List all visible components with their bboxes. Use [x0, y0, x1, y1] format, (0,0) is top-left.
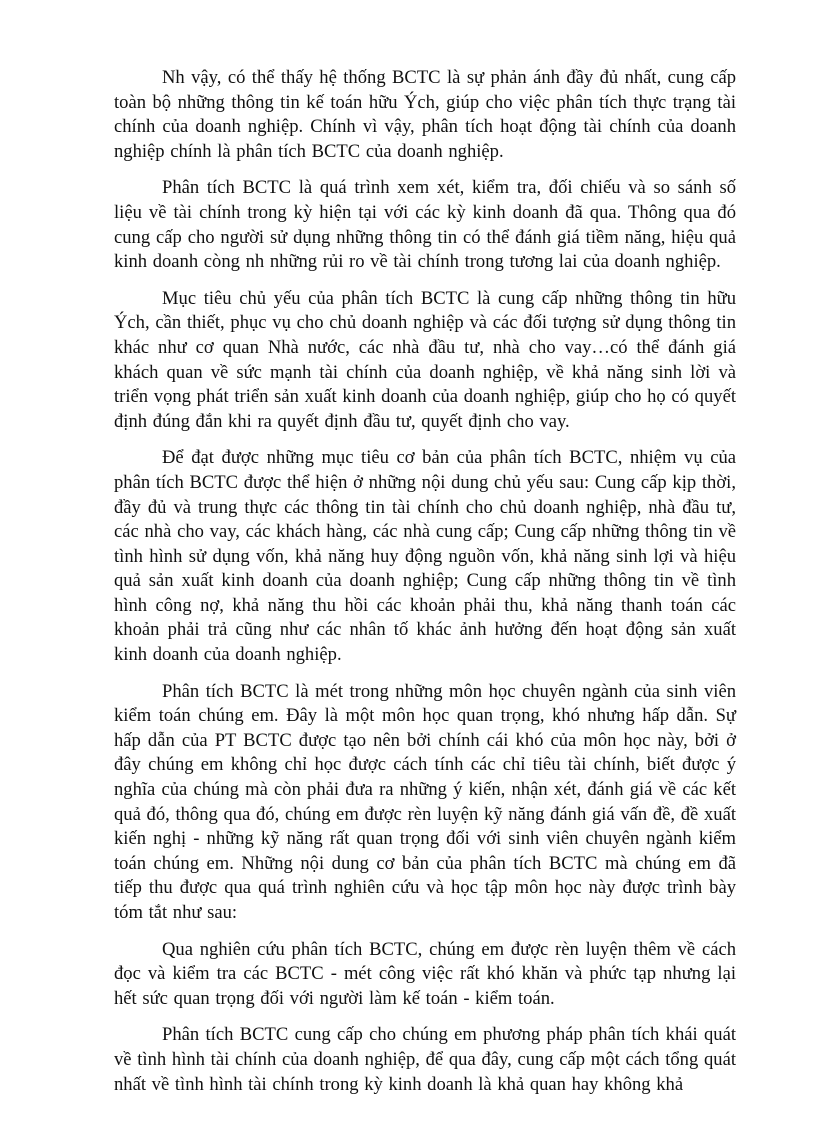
document-body — [114, 66, 736, 1109]
paragraph-bctc-method: Phân tích BCTC cung cấp cho chúng em phương pháp phân tích khái quát về tình hình tài chính của doanh nghiệp, để qua đây, cung cấp một cách tổng quát nhất về tình hình tài chính trong kỳ kinh doanh là khả quan hay không khả — [114, 1024, 736, 1095]
paragraph-bctc-objective: Mục tiêu chủ yếu của phân tích BCTC là cung cấp những thông tin hữu Ých, cần thiết, phục vụ cho chủ doanh nghiệp và các đối tượng sử dụng thông tin khác như cơ quan Nhà nước, các nhà đầu tư, nhà cho vay…có thể đánh giá khách quan về sức mạnh tài chính của doanh nghiệp, về khả năng sinh lời và triển vọng phát triển sản xuất kinh doanh của doanh nghiệp, giúp cho họ có quyết định đúng đắn khi ra quyết định đầu tư, quyết định cho vay. — [114, 287, 736, 432]
paragraph-bctc-course: Phân tích BCTC là mét trong những môn học chuyên ngành của sinh viên kiểm toán chúng em. Đây là một môn học quan trọng, khó nhưng hấp dẫn. Sự hấp dẫn của PT BCTC được tạo nên bởi chính cái khó của môn học này, bởi ở đây chúng em không chỉ học được cách tính các chỉ tiêu tài chính, biết được ý nghĩa của chúng mà còn phải đưa ra những ý kiến, nhận xét, đánh giá về các kết quả đó, thông qua đó, chúng em được rèn luyện kỹ năng đánh giá vấn đề, đề xuất kiến nghị - những kỹ năng rất quan trọng đối với sinh viên chuyên ngành kiểm toán chúng em. Những nội dung cơ bản của phân tích BCTC mà chúng em đã tiếp thu được qua quá trình nghiên cứu và học tập môn học này được trình bày tóm tắt như sau: — [114, 680, 736, 923]
paragraph-bctc-definition: Phân tích BCTC là quá trình xem xét, kiểm tra, đối chiếu và so sánh số liệu về tài chính trong kỳ hiện tại với các kỳ kinh doanh đã qua. Thông qua đó cung cấp cho người sử dụng những thông tin có thể đánh giá tiềm năng, hiệu quả kinh doanh còng nh những rủi ro về tài chính trong tương lai của doanh nghiệp. — [114, 177, 736, 273]
paragraph-bctc-tasks: Để đạt được những mục tiêu cơ bản của phân tích BCTC, nhiệm vụ của phân tích BCTC được thể hiện ở những nội dung chủ yếu sau: Cung cấp kịp thời, đầy đủ và trung thực các thông tin tài chính cho chủ doanh nghiệp, nhà đầu tư, các nhà cho vay, các khách hàng, các nhà cung cấp; Cung cấp những thông tin về tình hình sử dụng vốn, khả năng huy động nguồn vốn, khả năng sinh lợi và hiệu quả sản xuất kinh doanh của doanh nghiệp; Cung cấp những thông tin về tình hình công nợ, khả năng thu hồi các khoản phải thu, khả năng thanh toán các khoản phải trả cũng như các nhân tố khác ảnh hưởng đến hoạt động sản xuất kinh doanh của doanh nghiệp. — [114, 447, 736, 666]
paragraph-bctc-summary: Nh vậy, có thể thấy hệ thống BCTC là sự phản ánh đầy đủ nhất, cung cấp toàn bộ những thông tin kế toán hữu Ých, giúp cho việc phân tích thực trạng tài chính của doanh nghiệp. Chính vì vậy, phân tích hoạt động tài chính của doanh nghiệp chính là phân tích BCTC của doanh nghiệp. — [114, 67, 736, 162]
paragraph-bctc-reading: Qua nghiên cứu phân tích BCTC, chúng em được rèn luyện thêm về cách đọc và kiểm tra các BCTC - mét công việc rất khó khăn và phức tạp nhưng lại hết sức quan trọng đối với người làm kế toán - kiểm toán. — [114, 938, 736, 1009]
